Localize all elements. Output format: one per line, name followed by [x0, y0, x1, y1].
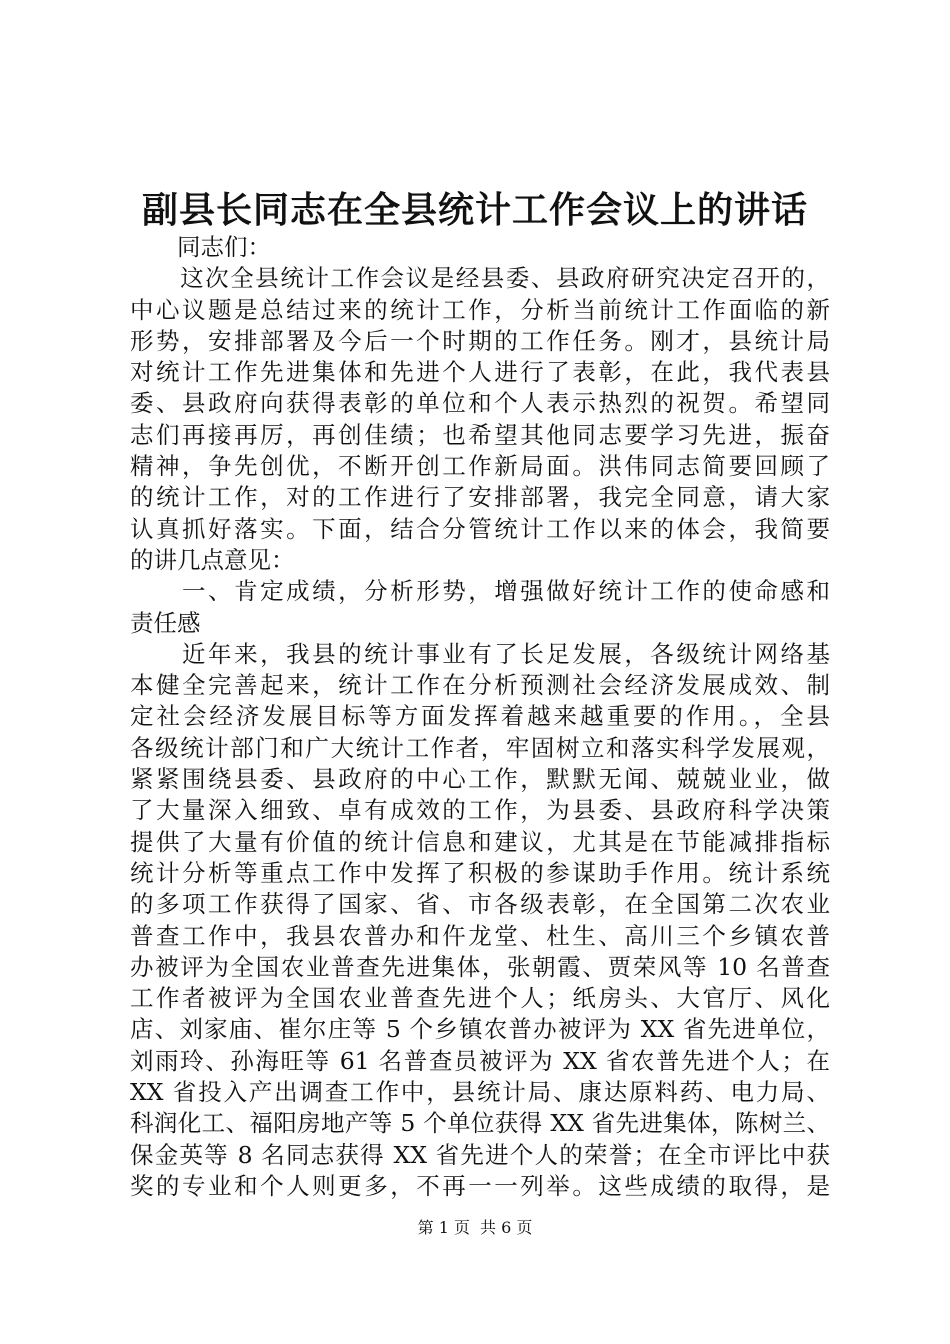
page-footer — [0, 1218, 950, 1238]
text-line: 刘雨玲、孙海旺等 61 名普查员被评为 XX 省农普先进个人；在 — [130, 1046, 830, 1075]
text-line: 提供了大量有价值的统计信息和建议，尤其是在节能减排指标 — [130, 827, 830, 856]
text-line: 中心议题是总结过来的统计工作，分析当前统计工作面临的新 — [130, 295, 830, 324]
text-line: 近年来，我县的统计事业有了长足发展，各级统计网络基 — [130, 639, 830, 668]
text-line: 统计分析等重点工作中发挥了积极的参谋助手作用。统计系统 — [130, 858, 830, 887]
text-line: 认真抓好落实。下面，结合分管统计工作以来的体会，我简要 — [130, 514, 830, 543]
text-line: 普查工作中，我县农普办和仵龙堂、杜生、高川三个乡镇农普 — [130, 921, 830, 950]
text-line: 保金英等 8 名同志获得 XX 省先进个人的荣誉；在全市评比中获 — [130, 1140, 830, 1169]
text-line: 委、县政府向获得表彰的单位和个人表示热烈的祝贺。希望同 — [130, 389, 830, 418]
text-line: 奖的专业和个人则更多，不再一一列举。这些成绩的取得，是 — [130, 1171, 830, 1200]
text-line: 志们再接再厉，再创佳绩；也希望其他同志要学习先进，振奋 — [130, 420, 830, 449]
text-line: 各级统计部门和广大统计工作者，牢固树立和落实科学发展观， — [130, 733, 830, 762]
text-line: 责任感 — [130, 608, 201, 637]
text-line: 这次全县统计工作会议是经县委、县政府研究决定召开的， — [130, 264, 830, 293]
text-line: 科润化工、福阳房地产等 5 个单位获得 XX 省先进集体，陈树兰、 — [130, 1109, 830, 1138]
text-line: 紧紧围绕县委、县政府的中心工作，默默无闻、兢兢业业，做 — [130, 765, 830, 794]
text-line: 本健全完善起来，统计工作在分析预测社会经济发展成效、制 — [130, 671, 830, 700]
text-line: 一、肯定成绩，分析形势，增强做好统计工作的使命感和 — [130, 577, 830, 606]
text-line: 的统计工作，对的工作进行了安排部署，我完全同意，请大家 — [130, 483, 830, 512]
page-total: 共 6 页 — [480, 1218, 533, 1237]
text-line: 办被评为全国农业普查先进集体，张朝霞、贾荣风等 10 名普查 — [130, 952, 830, 981]
text-line: 的讲几点意见： — [130, 545, 295, 574]
text-line: 形势，安排部署及今后一个时期的工作任务。刚才，县统计局 — [130, 326, 830, 355]
text-line: XX 省投入产出调查工作中，县统计局、康达原料药、电力局、 — [130, 1078, 830, 1107]
text-line: 的多项工作获得了国家、省、市各级表彰，在全国第二次农业 — [130, 890, 830, 919]
document-title: 副县长同志在全县统计工作会议上的讲话 — [141, 189, 808, 231]
page-number: 第 1 页 — [417, 1218, 470, 1237]
text-line: 对统计工作先进集体和先进个人进行了表彰，在此，我代表县 — [130, 358, 830, 387]
text-line: 工作者被评为全国农业普查先进个人；纸房头、大官厅、风化 — [130, 984, 830, 1013]
text-line: 了大量深入细致、卓有成效的工作，为县委、县政府科学决策 — [130, 796, 830, 825]
text-line: 定社会经济发展目标等方面发挥着越来越重要的作用。，全县 — [130, 702, 830, 731]
text-line: 同志们： — [130, 233, 271, 261]
text-line: 店、刘家庙、崔尔庄等 5 个乡镇农普办被评为 XX 省先进单位， — [130, 1015, 830, 1044]
text-line: 精神，争先创优，不断开创工作新局面。洪伟同志简要回顾了 — [130, 452, 830, 481]
document-body — [130, 232, 830, 1202]
